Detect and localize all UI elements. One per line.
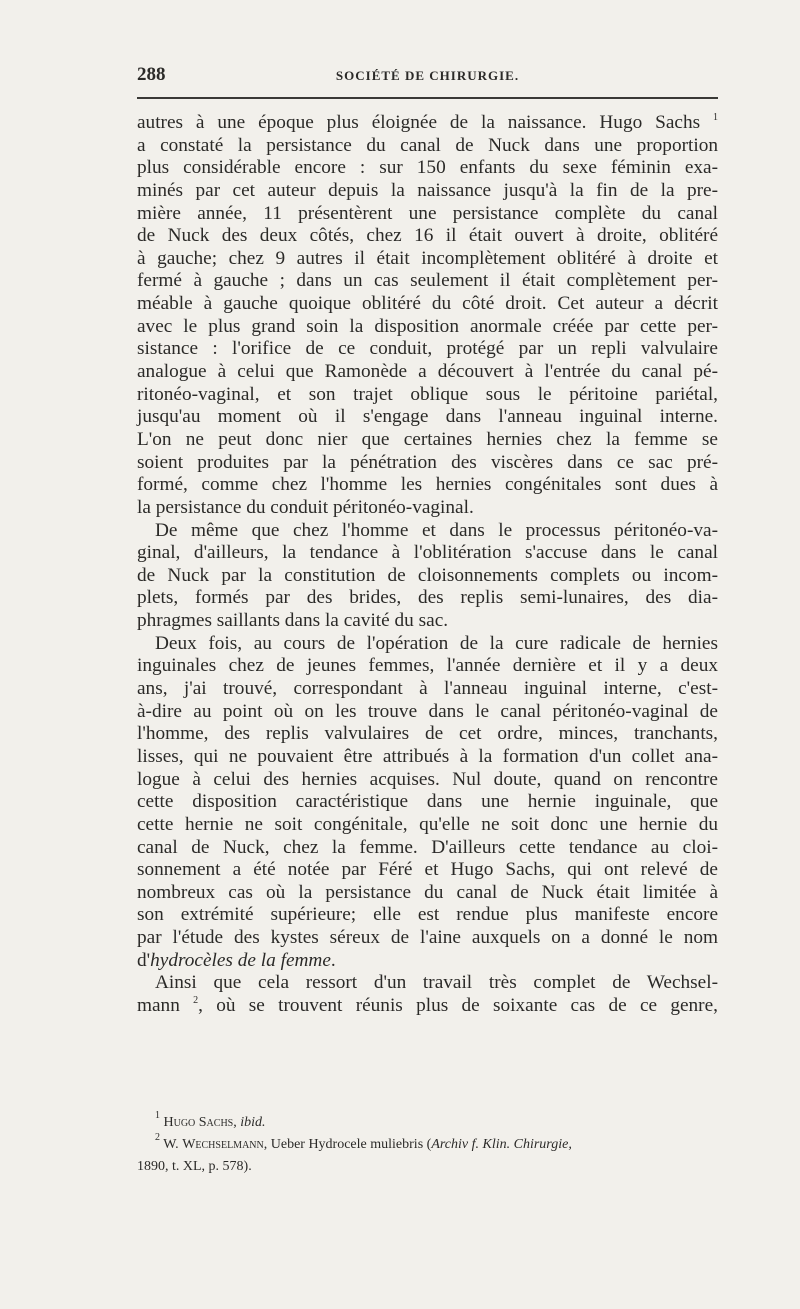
text-run: , où se trouvent réunis plus de soixante cas de ce genre, [198, 994, 718, 1016]
text-run: sonnement a été notée par Féré et Hugo Sachs, qui ont relevé de [137, 859, 718, 881]
text-run: analogue à celui que Ramonède a découvert à l'entrée du canal pé- [137, 361, 718, 383]
text-run: cette disposition caractéristique dans une hernie inguinale, que [137, 791, 718, 813]
footnote-marker: 2 [193, 994, 199, 1006]
text-run: jusqu'au moment où il s'engage dans l'anneau inguinal interne. [137, 406, 718, 428]
text-line [137, 406, 718, 429]
text-line [137, 723, 718, 746]
text-line [137, 655, 718, 678]
text-line [137, 180, 718, 203]
page-number: 288 [137, 64, 166, 85]
text-line [137, 293, 718, 316]
text-line [137, 769, 718, 792]
text-run: mière année, 11 présentèrent une persistance complète du canal [137, 202, 718, 224]
footnotes [137, 1112, 718, 1178]
text-run: ans, j'ai trouvé, correspondant à l'anneau inguinal interne, c'est- [137, 678, 718, 700]
text-line [137, 972, 718, 995]
text-run: De même que chez l'homme et dans le processus péritonéo-va- [155, 519, 718, 541]
text-line [137, 950, 718, 973]
text-run: fermé à gauche ; dans un cas seulement il était complètement per- [137, 270, 718, 292]
text-line [137, 927, 718, 950]
text-line [137, 474, 718, 497]
text-line [137, 701, 718, 724]
text-run: cette hernie ne soit congénitale, qu'elle ne soit donc une hernie du [137, 813, 718, 835]
text-run: son extrémité supérieure; elle est rendue plus manifeste encore [137, 904, 718, 926]
text-line [137, 270, 718, 293]
text-line [137, 429, 718, 452]
text-line [137, 542, 718, 565]
text-line [137, 678, 718, 701]
text-run: . [330, 949, 336, 971]
text-run: la persistance du conduit péritonéo-vaginal. [137, 496, 474, 518]
text-run: l'homme, des replis valvulaires de cet ordre, minces, tranchants, [137, 723, 718, 745]
italic-text: ibid. [240, 1115, 266, 1130]
text-run: d' [137, 949, 151, 971]
text-line [137, 248, 718, 271]
text-line [137, 882, 718, 905]
text-run: minés par cet auteur depuis la naissance jusqu'à la fin de la pre- [137, 179, 718, 201]
text-run: Deux fois, au cours de l'opération de la cure radicale de hernies [155, 632, 718, 654]
text-line [137, 338, 718, 361]
italic-text: hydrocèles de la femme [150, 949, 331, 971]
text-run: de Nuck par la constitution de cloisonnements complets ou incom- [137, 564, 718, 586]
text-line [137, 746, 718, 769]
text-line [137, 904, 718, 927]
text-run: sistance : l'orifice de ce conduit, protégé par un repli valvulaire [137, 338, 718, 360]
text-line [137, 225, 718, 248]
text-line [137, 157, 718, 180]
text-run: , [233, 1115, 241, 1130]
footnote [137, 1134, 718, 1156]
text-run: méable à gauche quoique oblitéré du côté droit. Cet auteur a décrit [137, 293, 718, 315]
text-line [137, 497, 718, 520]
text-line [137, 837, 718, 860]
text-run: plus considérable encore : sur 150 enfants du sexe féminin exa- [137, 157, 718, 179]
text-run: Wechselmann [182, 1137, 264, 1152]
text-run: L'on ne peut donc nier que certaines hernies chez la femme se [137, 428, 718, 450]
body-text [137, 112, 718, 1018]
footnote [137, 1112, 718, 1134]
text-run: soient produites par la pénétration des viscères dans ce sac pré- [137, 451, 718, 473]
text-run: mann [137, 994, 194, 1016]
text-line [137, 135, 718, 158]
text-run: ginal, d'ailleurs, la tendance à l'oblitération s'accuse dans le canal [137, 542, 718, 564]
text-run: autres à une époque plus éloignée de la naissance. Hugo Sachs [137, 112, 713, 133]
running-head: SOCIÉTÉ DE CHIRURGIE. [335, 68, 520, 83]
text-run: 1890, t. XL, p. 578). [137, 1159, 252, 1174]
text-run: Ainsi que cela ressort d'un travail très complet de Wechsel- [155, 972, 718, 994]
text-run: inguinales chez de jeunes femmes, l'année dernière et il y a deux [137, 655, 718, 677]
text-line [137, 361, 718, 384]
header-rule [137, 97, 718, 99]
text-run: de Nuck des deux côtés, chez 16 il était ouvert à droite, oblitéré [137, 225, 718, 247]
text-run: W. [160, 1137, 183, 1152]
text-run: à-dire au point où on les trouve dans le canal péritonéo-vaginal de [137, 700, 718, 722]
text-run: logue à celui des hernies acquises. Nul doute, quand on rencontre [137, 768, 718, 790]
text-line [137, 859, 718, 882]
text-run: plets, formés par des brides, des replis semi-lunaires, des dia- [137, 587, 718, 609]
text-run: a constaté la persistance du canal de Nuck dans une proportion [137, 134, 718, 156]
text-line [137, 203, 718, 226]
text-line [137, 814, 718, 837]
text-line [137, 316, 718, 339]
footnote-marker: 2 [155, 1132, 160, 1143]
italic-text: Archiv f. Klin. Chirurgie, [431, 1137, 572, 1152]
text-run: avec le plus grand soin la disposition anormale créée par cette per- [137, 315, 718, 337]
text-line [137, 791, 718, 814]
text-line [137, 633, 718, 656]
text-run: , Ueber Hydrocele muliebris ( [263, 1137, 432, 1152]
text-line [137, 452, 718, 475]
text-line [137, 587, 718, 610]
footnote-marker: 1 [713, 112, 718, 123]
text-run: lisses, qui ne pouvaient être attribués à la formation d'un collet ana- [137, 745, 718, 767]
text-run: phragmes saillants dans la cavité du sac. [137, 610, 449, 632]
text-run: canal de Nuck, chez la femme. D'ailleurs cette tendance au cloi- [137, 836, 718, 858]
text-line [137, 112, 718, 135]
text-line [137, 384, 718, 407]
text-line [137, 995, 718, 1018]
text-run: nombreux cas où la persistance du canal de Nuck était limitée à [137, 881, 718, 903]
text-run: ritonéo-vaginal, et son trajet oblique sous le péritoine pariétal, [137, 383, 718, 405]
text-line [137, 610, 718, 633]
text-run: à gauche; chez 9 autres il était incomplètement oblitéré à droite et [137, 247, 718, 269]
text-run: formé, comme chez l'homme les hernies congénitales sont dues à [137, 474, 718, 496]
text-run: par l'étude des kystes séreux de l'aine auxquels on a donné le nom [137, 927, 718, 949]
text-line [137, 565, 718, 588]
footnote-marker: 1 [155, 1110, 160, 1121]
footnote [137, 1156, 718, 1178]
text-run: Hugo Sachs [163, 1115, 234, 1130]
text-line [137, 520, 718, 543]
